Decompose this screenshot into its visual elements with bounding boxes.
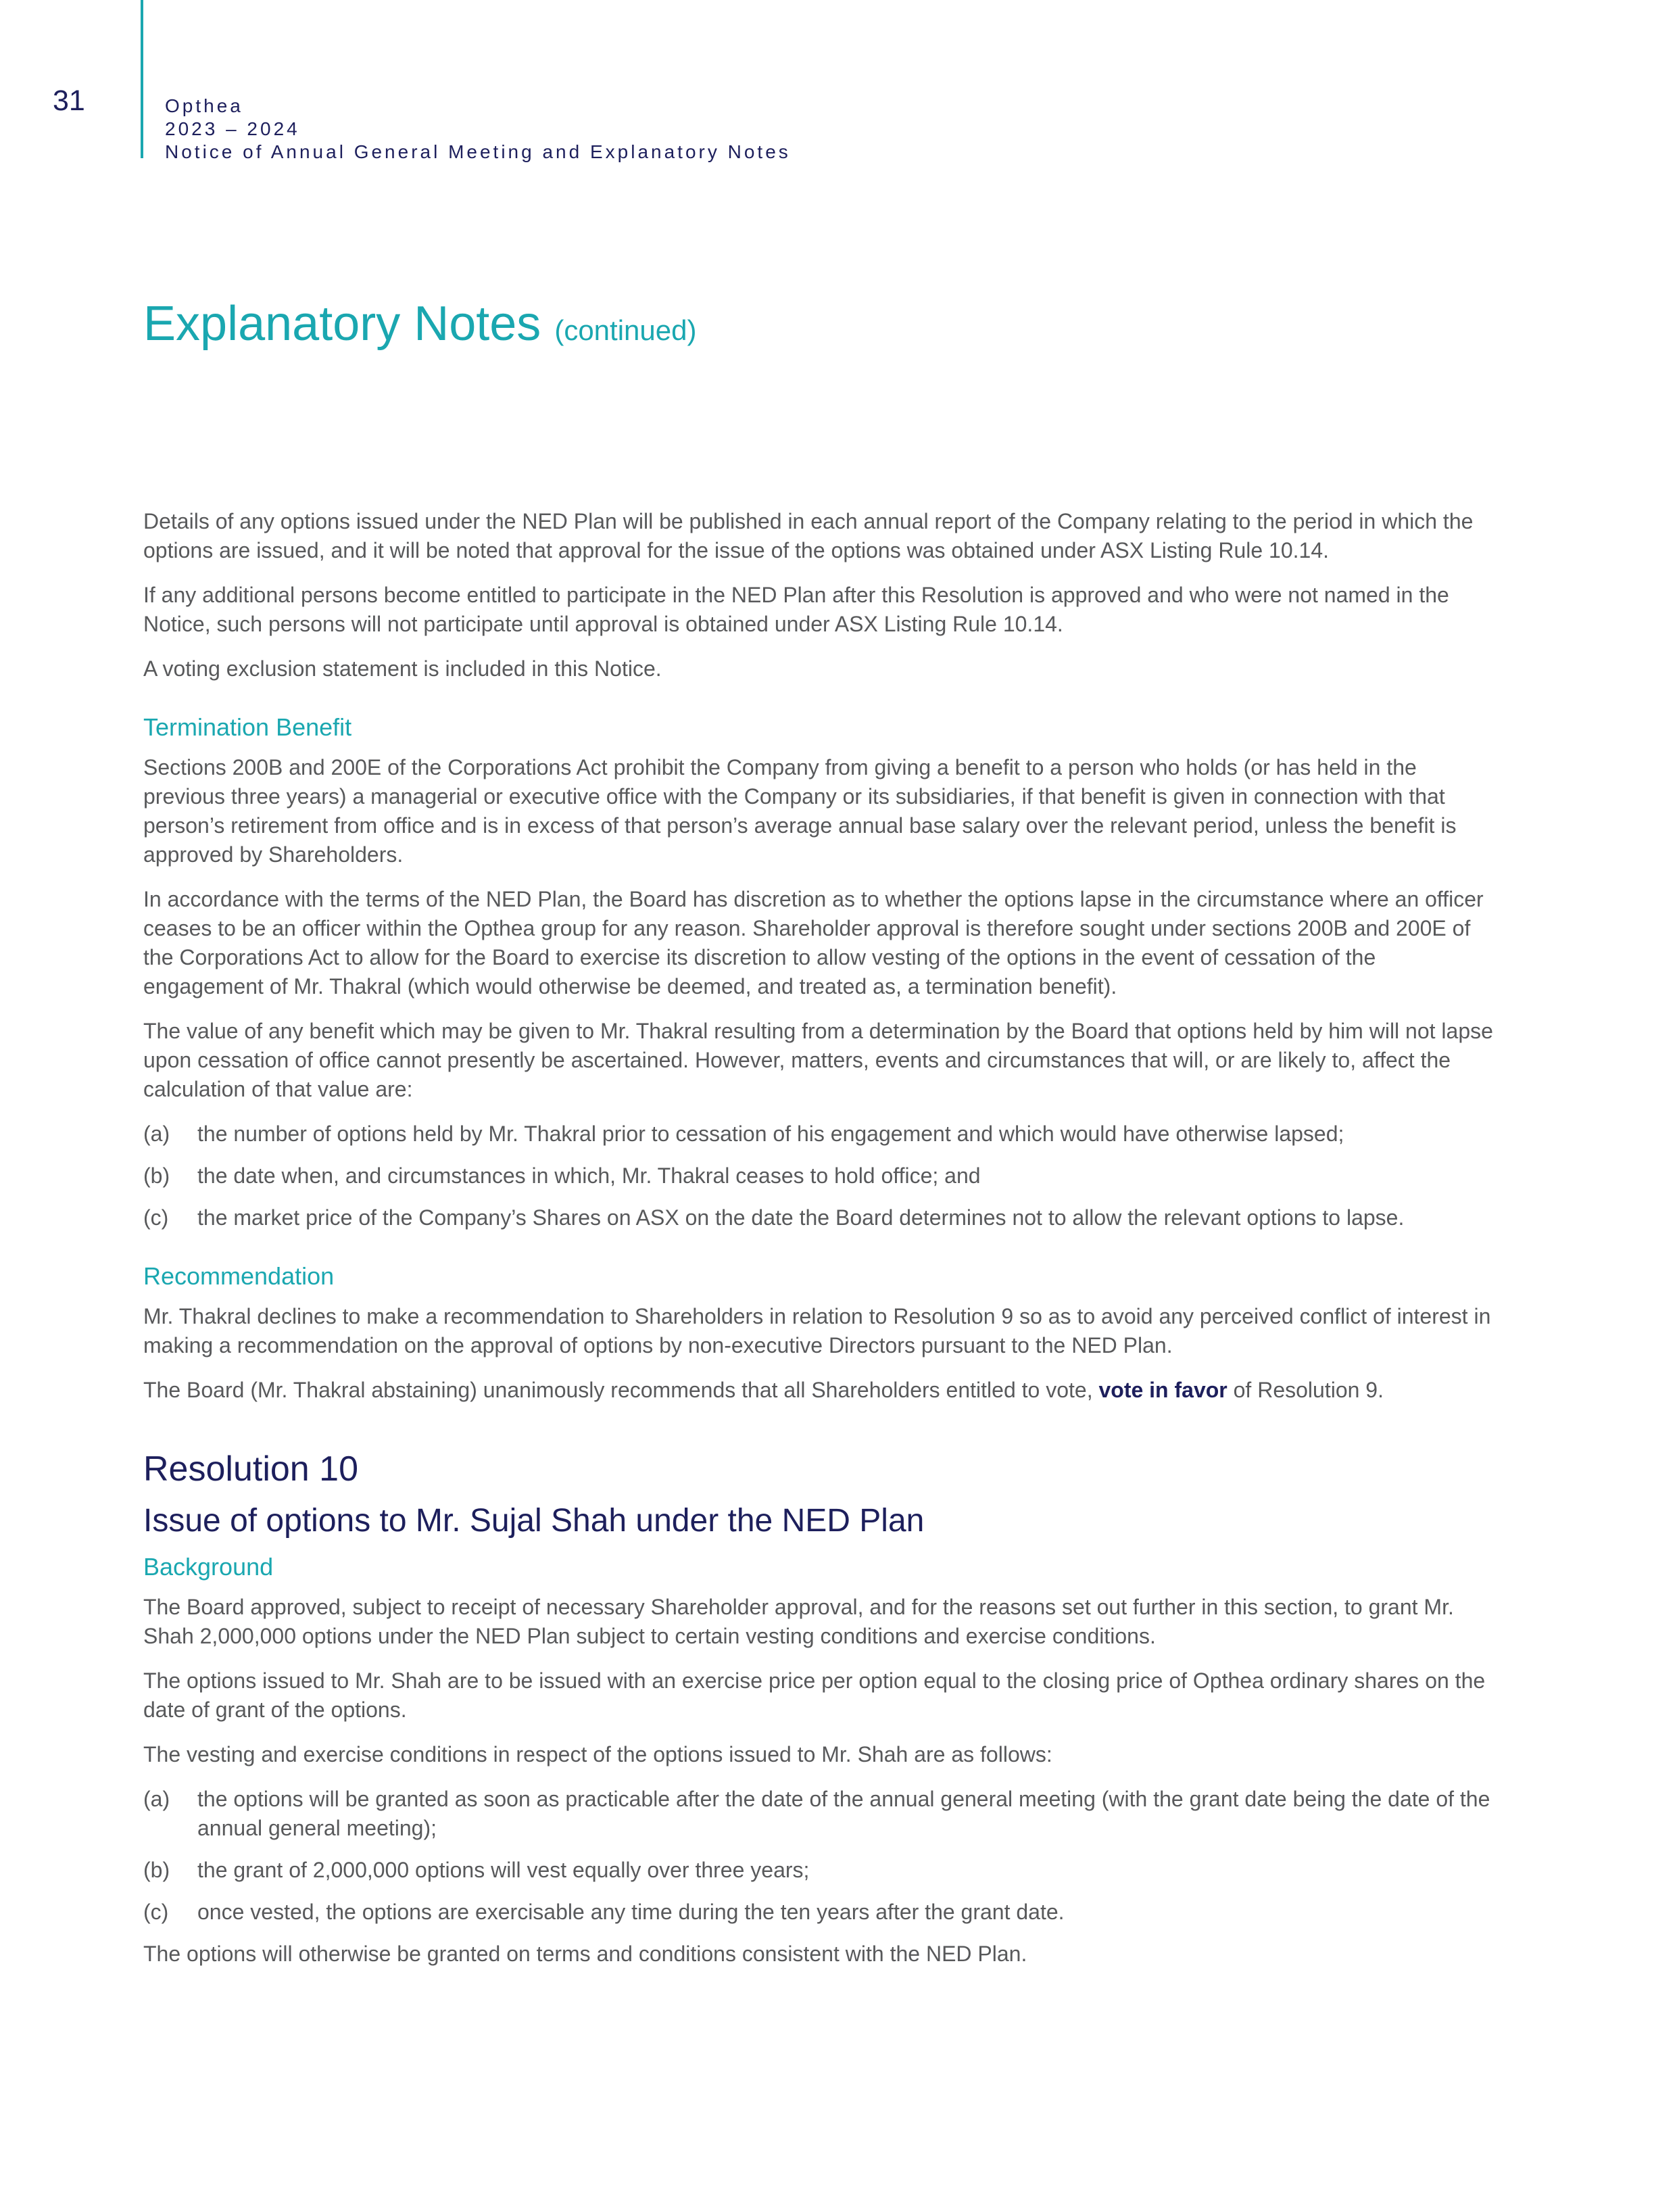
recommendation-heading: Recommendation [143,1262,335,1290]
page-title-suffix: (continued) [554,314,697,346]
running-header [165,95,791,164]
list-item-text: the market price of the Company’s Shares on ASX on the date the Board determines not to allow the relevant options to lapse. [197,1205,1405,1230]
board-recommendation [143,1376,1495,1405]
closing-paragraph: The options will otherwise be granted on terms and conditions consistent with the NED Plan. [143,1942,1027,1966]
list-item [143,1203,1495,1232]
header-years: 2023 – 2024 [165,118,300,139]
board-recommendation-text: The Board (Mr. Thakral abstaining) unanimously recommends that all Shareholders entitled to vote, [143,1378,1099,1402]
list-item [143,1161,1495,1191]
main-content [143,507,1495,1984]
list-item-label: (c) [143,1900,169,1924]
header-company: Opthea [165,95,243,116]
list-item [143,1856,1495,1885]
list-item-text: the grant of 2,000,000 options will vest equally over three years; [197,1858,810,1882]
termination-paragraph: The value of any benefit which may be given to Mr. Thakral resulting from a determination by the Board that options held by him will not lapse upon cessation of office cannot presently be ascertained. However, matters, events and circumstances that will, or are likely to, affect the calculation of that value are: [143,1019,1493,1101]
page-number: 31 [53,85,85,117]
background-paragraph: The Board approved, subject to receipt of necessary Shareholder approval, and for the reasons set out further in this section, to grant Mr. Shah 2,000,000 options under the NED Plan subject to certain vesting conditions and exercise conditions. [143,1595,1454,1648]
header-document: Notice of Annual General Meeting and Explanatory Notes [165,141,791,162]
page-title-main: Explanatory Notes [143,297,541,351]
intro-paragraph: If any additional persons become entitled to participate in the NED Plan after this Resolution is approved and who were not named in the Notice, such persons will not participate until approval is obtained under ASX Listing Rule 10.14. [143,583,1449,636]
termination-heading: Termination Benefit [143,713,352,741]
list-item-text: the number of options held by Mr. Thakral prior to cessation of his engagement and which would have otherwise lapsed; [197,1122,1344,1146]
header-divider [141,0,143,158]
page-title [143,297,696,351]
list-item [143,1120,1495,1149]
list-item-label: (a) [143,1122,170,1146]
board-recommendation-emphasis: vote in favor [1098,1378,1228,1402]
list-item-text: once vested, the options are exercisable any time during the ten years after the grant date. [197,1900,1065,1924]
board-recommendation-end: of Resolution 9. [1227,1378,1384,1402]
background-paragraph: The vesting and exercise conditions in respect of the options issued to Mr. Shah are as follows: [143,1742,1052,1766]
list-item [143,1785,1495,1843]
recommendation-paragraph: Mr. Thakral declines to make a recommendation to Shareholders in relation to Resolution 9 so as to avoid any perceived conflict of interest in making a recommendation on the approval of options by non-executive Directors pursuant to the NED Plan. [143,1304,1491,1357]
intro-paragraph: A voting exclusion statement is included in this Notice. [143,656,662,681]
list-item-label: (b) [143,1163,170,1188]
background-heading: Background [143,1553,274,1581]
list-item-text: the options will be granted as soon as practicable after the date of the annual general meeting (with the grant date being the date of the annual general meeting); [197,1787,1490,1840]
resolution-subheading: Issue of options to Mr. Sujal Shah under the NED Plan [143,1503,925,1539]
list-item-text: the date when, and circumstances in which, Mr. Thakral ceases to hold office; and [197,1163,981,1188]
list-item-label: (c) [143,1205,169,1230]
list-item-label: (b) [143,1858,170,1882]
intro-paragraph: Details of any options issued under the NED Plan will be published in each annual report of the Company relating to the period in which the options are issued, and it will be noted that approval for the issue of the options was obtained under ASX Listing Rule 10.14. [143,509,1474,562]
list-item-label: (a) [143,1787,170,1811]
resolution-heading: Resolution 10 [143,1449,358,1489]
termination-paragraph: In accordance with the terms of the NED Plan, the Board has discretion as to whether the options lapse in the circumstance where an officer ceases to be an officer within the Opthea group for any reason. Shareholder approval is therefore sought under sections 200B and 200E of the Corporations Act to allow for the Board to exercise its discretion to allow vesting of the options in the event of cessation of the engagement of Mr. Thakral (which would otherwise be deemed, and treated as, a termination benefit). [143,887,1484,999]
list-item [143,1898,1495,1927]
background-paragraph: The options issued to Mr. Shah are to be issued with an exercise price per option equal to the closing price of Opthea ordinary shares on the date of grant of the options. [143,1668,1486,1722]
termination-paragraph: Sections 200B and 200E of the Corporations Act prohibit the Company from giving a benefit to a person who holds (or has held in the previous three years) a managerial or executive office with the Company or its subsidiaries, if that benefit is given in connection with that person’s retirement from office and is in excess of that person’s average annual base salary over the relevant period, unless the benefit is approved by Shareholders. [143,755,1457,867]
